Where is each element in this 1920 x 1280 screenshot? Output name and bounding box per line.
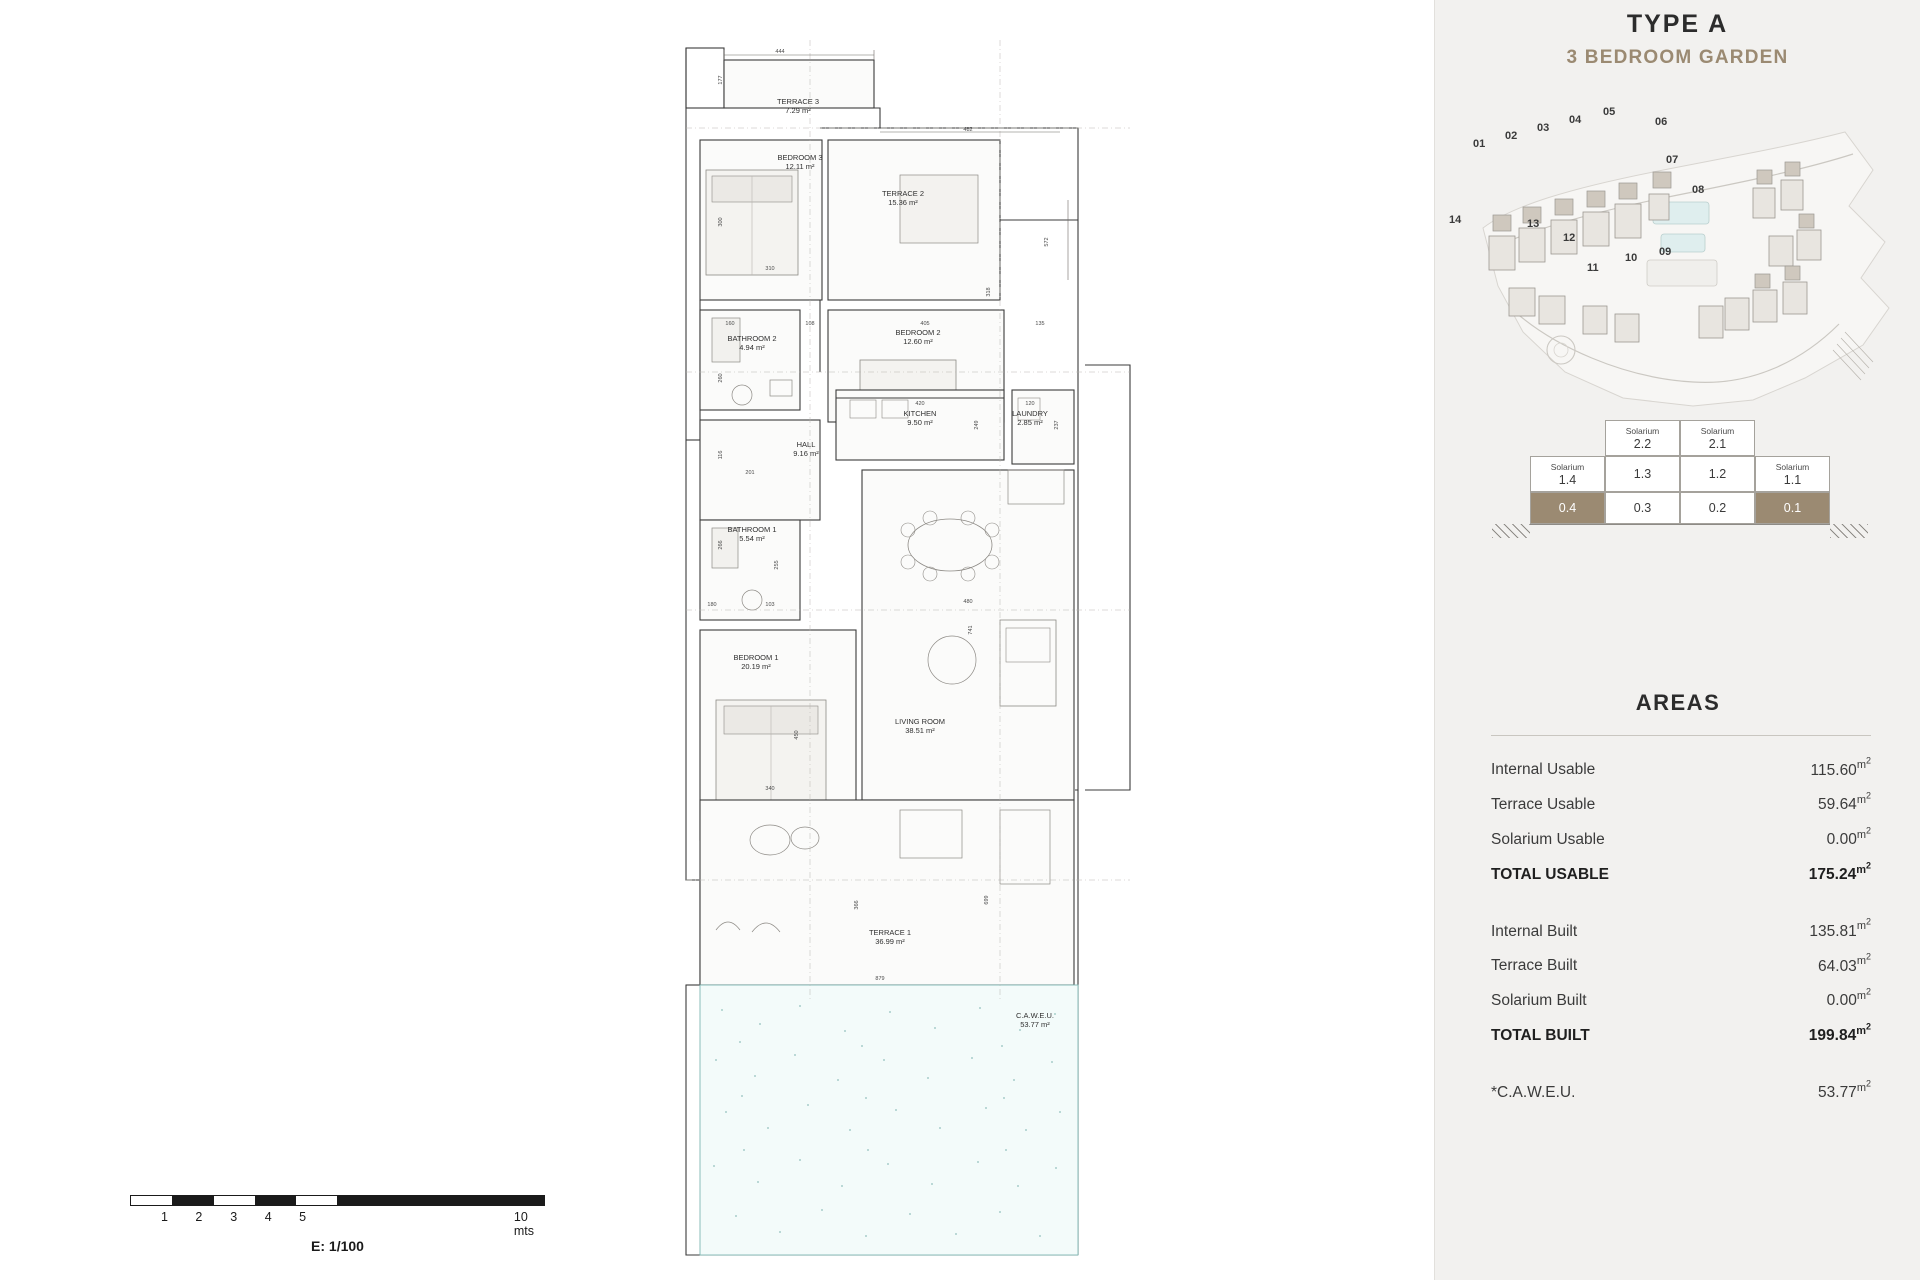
room-area-bedroom-3: 12.11 m²	[785, 162, 815, 171]
dim-300: 300	[718, 217, 724, 227]
room-label-terrace-2: TERRACE 2	[881, 189, 925, 198]
room-area-bathroom-1: 5.54 m²	[739, 534, 765, 543]
scale-bar	[130, 1195, 545, 1254]
room-area-hall: 9.16 m²	[793, 449, 819, 458]
areas-title: AREAS	[1635, 690, 1721, 715]
dim-572: 572	[1044, 237, 1050, 247]
area-value-terrace-built: $64.03^{m^2}$	[1818, 951, 1871, 975]
area-row-solarium-built	[1491, 981, 1871, 1016]
area-value-caweu: $53.77^{m^2}$	[1818, 1078, 1871, 1101]
scale-seg-1	[131, 1196, 172, 1205]
plot-label-04: 04	[1569, 114, 1582, 126]
room-area-bedroom-2: 12.60 m²	[903, 337, 933, 346]
scale-tick-labels	[130, 1210, 545, 1238]
plot-label-01: 01	[1473, 138, 1486, 150]
level-label-solarium-14: Solarium	[1550, 461, 1585, 472]
dim-177: 177	[718, 75, 724, 85]
level-number-21: 2.1	[1708, 436, 1727, 451]
area-value-solarium-built: $0.00^{m^2}$	[1826, 986, 1871, 1010]
room-label-terrace-1: TERRACE 1	[868, 928, 912, 937]
dim-699: 699	[984, 895, 990, 905]
area-row-terrace-built	[1491, 946, 1871, 981]
area-value-total-usable: $175.24^{m^2}$	[1808, 859, 1871, 883]
area-row-caweu	[1491, 1073, 1871, 1108]
scale-bar-segments	[130, 1195, 545, 1206]
room-label-bedroom-1: BEDROOM 1	[733, 653, 779, 662]
level-cell-0-2	[1680, 492, 1755, 524]
room-area-bedroom-1: 20.19 m²	[741, 662, 771, 671]
level-cell-0-3	[1605, 492, 1680, 524]
level-cell-1-3	[1605, 456, 1680, 492]
plot-label-05: 05	[1603, 106, 1616, 118]
room-label-living-room: LIVING ROOM	[894, 717, 946, 726]
level-cell-2-1	[1680, 420, 1755, 456]
level-number-14: 1.4	[1558, 472, 1577, 487]
dim-310: 310	[765, 266, 775, 272]
area-value-terrace-usable: $59.64^{m^2}$	[1818, 790, 1871, 814]
area-row-internal-usable	[1491, 750, 1871, 785]
scale-tick-3: 3	[230, 1210, 238, 1224]
dim-450: 450	[794, 730, 800, 740]
area-row-solarium-usable	[1491, 820, 1871, 855]
plot-label-06: 06	[1655, 116, 1668, 128]
scale-ratio: E: 1/100	[311, 1238, 364, 1254]
dim-266: 266	[718, 540, 724, 550]
page-subtitle: 3 BEDROOM GARDEN	[1566, 47, 1789, 68]
scale-tick-4: 4	[264, 1210, 272, 1224]
dim-180: 180	[707, 602, 717, 608]
level-number-22: 2.2	[1633, 436, 1652, 451]
area-label-terrace-built: Terrace Built	[1491, 957, 1578, 975]
area-label-terrace-usable: Terrace Usable	[1491, 796, 1596, 814]
plot-label-09: 09	[1659, 246, 1672, 258]
site-plan[interactable]	[1449, 106, 1903, 410]
ground-hatch-right	[1830, 524, 1868, 538]
dim-879: 879	[875, 976, 885, 982]
room-area-laundry: 2.85 m²	[1017, 418, 1043, 427]
plot-label-12: 12	[1563, 232, 1576, 244]
area-value-total-built: $199.84^{m^2}$	[1808, 1021, 1871, 1044]
dim-103: 103	[765, 602, 775, 608]
room-label-hall: HALL	[796, 440, 816, 449]
level-number-11: 1.1	[1783, 472, 1802, 487]
level-cell-0-1	[1755, 492, 1830, 524]
area-value-internal-usable: $115.60^{m^2}$	[1810, 755, 1871, 779]
areas-spacer	[1491, 889, 1871, 911]
page-title: TYPE A	[1626, 10, 1729, 38]
scale-tick-2: 2	[195, 1210, 203, 1224]
level-number-01: 0.1	[1783, 500, 1802, 515]
area-label-total-usable: TOTAL USABLE	[1491, 865, 1609, 883]
room-label-bathroom-1: BATHROOM 1	[727, 525, 777, 534]
plot-label-10: 10	[1625, 252, 1638, 264]
area-value-internal-built: $135.81^{m^2}$	[1809, 916, 1871, 940]
area-value-solarium-usable: $0.00^{m^2}$	[1826, 825, 1871, 848]
level-cell-2-2	[1605, 420, 1680, 456]
area-label-total-built: TOTAL BUILT	[1491, 1027, 1590, 1044]
dim-237: 237	[1054, 420, 1060, 430]
ground-hatch-left	[1492, 524, 1530, 538]
room-area-bathroom-2: 4.94 m²	[739, 343, 765, 352]
plot-label-08: 08	[1692, 184, 1705, 196]
dim-255: 255	[774, 560, 780, 570]
dim-249: 249	[974, 420, 980, 430]
scale-end-label: 10 mts	[513, 1210, 535, 1238]
area-row-internal-built	[1491, 911, 1871, 946]
plot-label-14: 14	[1449, 214, 1462, 226]
room-area-terrace-3: 7.29 m²	[785, 106, 811, 115]
dim-482: 482	[963, 127, 973, 133]
room-label-terrace-3: TERRACE 3	[776, 97, 820, 106]
level-label-solarium-22: Solarium	[1625, 425, 1660, 436]
ground-line	[1530, 524, 1830, 536]
level-label-solarium-11: Solarium	[1775, 461, 1810, 472]
level-number-04: 0.4	[1558, 500, 1577, 515]
dim-741: 741	[968, 625, 974, 635]
room-label-bedroom-2: BEDROOM 2	[895, 328, 941, 337]
dim-160: 160	[725, 321, 735, 327]
room-label-caweu: C.A.W.E.U.	[1016, 1011, 1054, 1020]
level-cell-1-1	[1755, 456, 1830, 492]
level-number-03: 0.3	[1633, 500, 1652, 515]
room-area-caweu: 53.77 m²	[1020, 1020, 1050, 1029]
dim-260: 260	[718, 373, 724, 383]
plot-label-11: 11	[1587, 262, 1599, 274]
scale-seg-2	[172, 1196, 213, 1205]
level-cell-1-2	[1680, 456, 1755, 492]
areas-spacer-2	[1491, 1051, 1871, 1073]
dim-135: 135	[1035, 321, 1045, 327]
areas-divider	[1491, 735, 1871, 736]
level-number-02: 0.2	[1708, 500, 1727, 515]
area-row-total-usable	[1491, 854, 1871, 889]
area-row-total-built	[1491, 1016, 1871, 1051]
level-cell-1-4	[1530, 456, 1605, 492]
room-area-terrace-2: 15.36 m²	[888, 198, 918, 207]
plot-label-02: 02	[1505, 130, 1518, 142]
levels-diagram	[1530, 420, 1830, 535]
scale-tick-5: 5	[299, 1210, 307, 1224]
scale-seg-5	[296, 1196, 337, 1205]
areas-table	[1491, 735, 1871, 1107]
dim-480: 480	[963, 599, 973, 605]
level-cell-0-4	[1530, 492, 1605, 524]
dim-340: 340	[765, 786, 775, 792]
dim-444: 444	[775, 49, 785, 55]
plot-label-13: 13	[1527, 218, 1540, 230]
area-label-internal-built: Internal Built	[1491, 922, 1578, 940]
dim-366: 366	[854, 900, 860, 910]
scale-seg-4	[255, 1196, 296, 1205]
plot-label-03: 03	[1537, 122, 1550, 134]
area-label-caweu: *C.A.W.E.U.	[1491, 1083, 1576, 1101]
area-row-terrace-usable	[1491, 785, 1871, 820]
dim-120: 120	[1025, 401, 1035, 407]
level-number-12: 1.2	[1708, 466, 1727, 481]
plot-label-07: 07	[1666, 154, 1679, 166]
room-area-kitchen: 9.50 m²	[907, 418, 933, 427]
dim-420: 420	[915, 401, 925, 407]
room-area-terrace-1: 36.99 m²	[875, 937, 905, 946]
room-area-living-room: 38.51 m²	[905, 726, 935, 735]
room-label-bedroom-3: BEDROOM 3	[777, 153, 823, 162]
info-panel	[1434, 0, 1920, 1280]
level-label-solarium-21: Solarium	[1700, 425, 1735, 436]
level-number-13: 1.3	[1633, 466, 1652, 481]
area-label-solarium-built: Solarium Built	[1491, 992, 1587, 1010]
room-label-kitchen: KITCHEN	[903, 409, 937, 418]
scale-seg-long	[337, 1196, 544, 1205]
area-label-solarium-usable: Solarium Usable	[1491, 830, 1605, 848]
area-label-internal-usable: Internal Usable	[1491, 761, 1596, 779]
dim-201: 201	[745, 470, 755, 476]
dim-108: 108	[805, 321, 815, 327]
room-label-bathroom-2: BATHROOM 2	[727, 334, 777, 343]
dim-116: 116	[718, 450, 724, 460]
dim-318: 318	[986, 287, 992, 297]
scale-tick-1: 1	[160, 1210, 168, 1224]
scale-seg-3	[214, 1196, 255, 1205]
dim-405: 405	[920, 321, 930, 327]
room-label-laundry: LAUNDRY	[1012, 409, 1048, 418]
